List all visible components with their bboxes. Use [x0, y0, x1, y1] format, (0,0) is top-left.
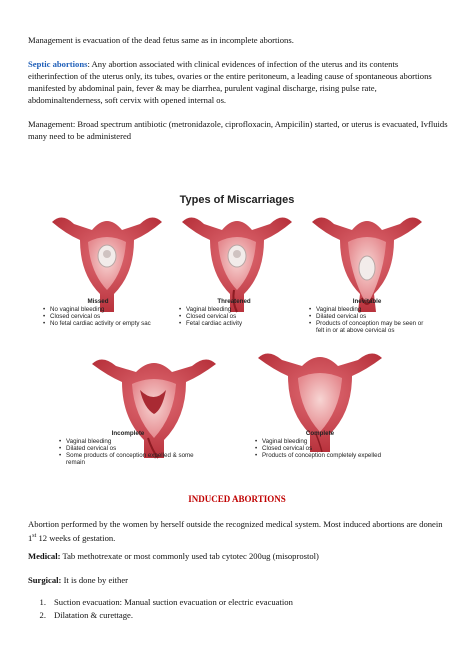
miscarriage-types-figure: [30, 190, 444, 482]
list-item-number: 2.: [39, 610, 46, 620]
caption-inevitable-item: • Dilated cervical os: [308, 313, 426, 320]
caption-inevitable-item: • Vaginal bleeding: [308, 306, 426, 313]
caption-inevitable-item: • Products of conception may be seen or felt in or at above cervical os: [308, 320, 426, 334]
caption-inevitable-title: Inevitable: [352, 298, 382, 305]
septic-abortions-paragraph: [28, 58, 448, 106]
septic-management-paragraph: Management: Broad spectrum antibiotic (metronidazole, ciprofloxacin, Ampicilin) started, or uterus is evacuated, Ivfluids many need to be administered: [28, 119, 448, 141]
caption-incomplete-title: Incomplete: [111, 430, 145, 437]
caption-complete-title: Complete: [305, 430, 335, 437]
induced-text-b: 12 weeks of gestation.: [36, 532, 116, 543]
surgical-methods-list: [28, 596, 448, 622]
caption-incomplete: [58, 430, 198, 466]
caption-threatened-item: • Fetal cardiac activity: [178, 320, 290, 327]
caption-threatened-item: • Vaginal bleeding: [178, 306, 290, 313]
induced-abortions-paragraph: [28, 518, 448, 544]
caption-complete-item: • Vaginal bleeding: [254, 438, 386, 445]
list-item-text: Suction evacuation: Manual suction evacuation or electric evacuation: [54, 597, 293, 607]
caption-missed-item: • No vaginal bleeding: [42, 306, 154, 313]
caption-complete-item: • Products of conception completely expelled: [254, 452, 386, 459]
caption-threatened-title: Threatened: [217, 298, 251, 305]
list-item: [28, 609, 448, 622]
caption-incomplete-item: • Dilated cervical os: [58, 445, 198, 452]
list-item-text: Dilatation & curettage.: [54, 610, 133, 620]
surgical-text: It is done by either: [61, 575, 129, 585]
septic-abortions-text: : Any abortion associated with clinical evidences of infection of the uterus and its contents eitherinfection of the uterus only, its tubes, ovaries or the entire peritoneum, a leading cause of spontaneous abortions manifested by abdominal pain, fever & may be diarrhea, purulent vaginal discharge, rising pulse rate, abdominaltenderness, soft cervix with opened internal os.: [28, 59, 432, 105]
induced-superscript: st: [32, 533, 37, 539]
medical-text: Tab methotrexate or most commonly used tab cytotec 200ug (misoprostol): [60, 551, 319, 561]
management-paragraph: Management is evacuation of the dead fetus same as in incomplete abortions.: [28, 35, 294, 45]
figure-title: Types of Miscarriages: [179, 194, 295, 206]
caption-complete-item: • Closed cervical os: [254, 445, 386, 452]
caption-incomplete-item: • Some products of conception expelled & some remain: [58, 452, 198, 466]
surgical-paragraph: [28, 574, 448, 586]
caption-threatened: [178, 298, 290, 327]
medical-label: Medical:: [28, 551, 61, 561]
medical-paragraph: [28, 550, 448, 562]
caption-inevitable: [308, 298, 426, 334]
caption-complete: [254, 430, 386, 459]
septic-abortions-label: Septic abortions: [28, 59, 88, 69]
list-item: [28, 596, 448, 609]
caption-missed: [42, 298, 154, 327]
caption-missed-item: • No fetal cardiac activity or empty sac: [42, 320, 154, 327]
caption-threatened-item: • Closed cervical os: [178, 313, 290, 320]
induced-text-a: Abortion performed by the women by herself outside the recognized medical system. Most induced abortions are donein 1: [28, 519, 443, 543]
caption-missed-item: • Closed cervical os: [42, 313, 154, 320]
caption-missed-title: Missed: [87, 298, 109, 305]
caption-incomplete-item: • Vaginal bleeding: [58, 438, 198, 445]
list-item-number: 1.: [39, 597, 46, 607]
surgical-label: Surgical:: [28, 575, 62, 585]
induced-abortions-heading: INDUCED ABORTIONS: [188, 494, 286, 504]
